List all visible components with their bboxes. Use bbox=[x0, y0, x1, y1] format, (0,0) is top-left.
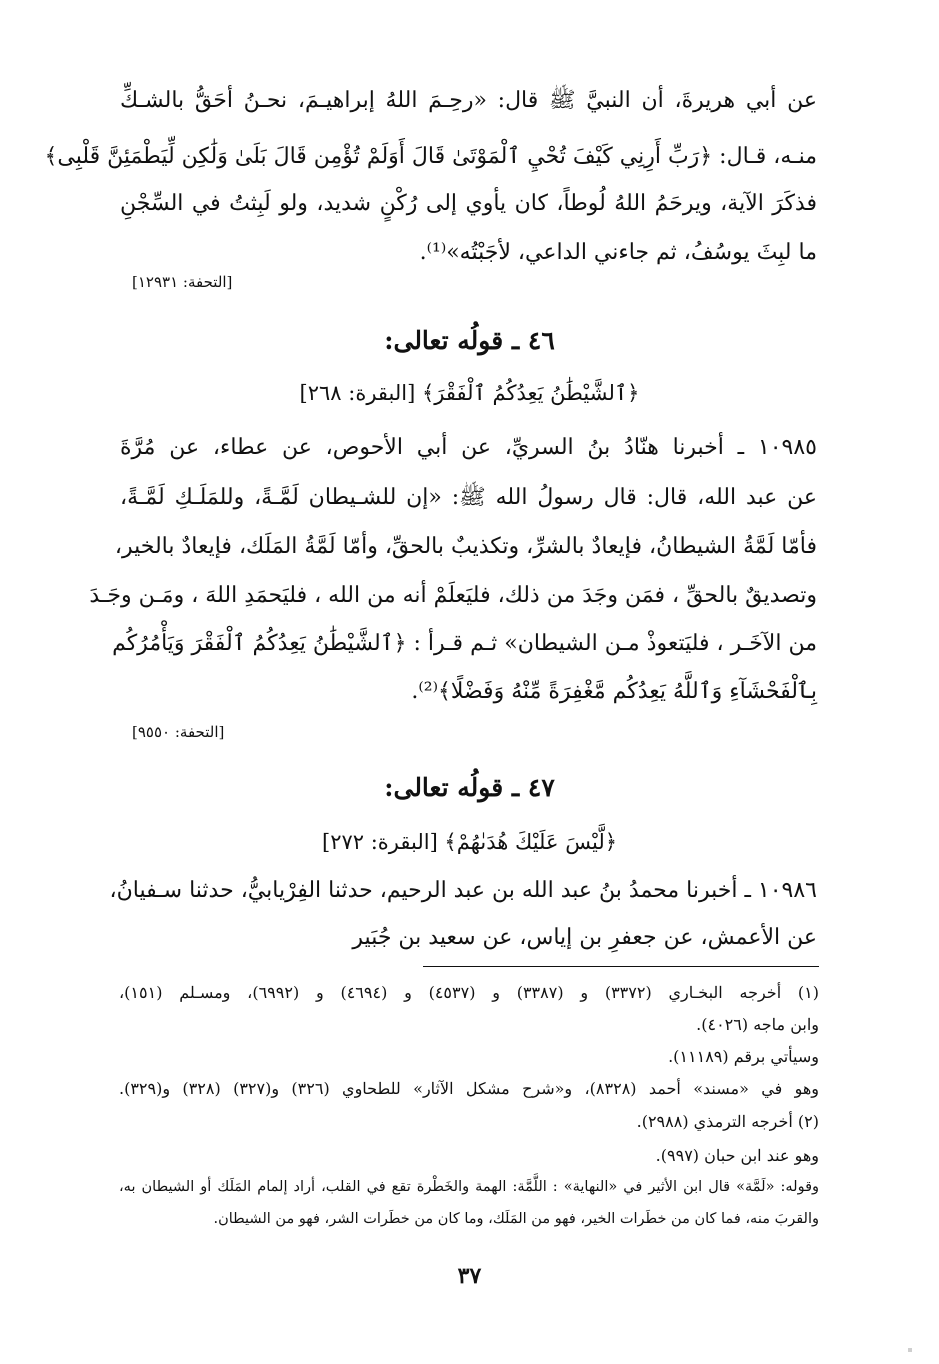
text-line: من الآخَـر ، فليَتعوذْ مـن الشيطان» ثـم قـرأ : ﴿ٱلشَّيْطَٰنُ يَعِدُكُمُ ٱلْفَقْرَ وَيَأْمُرُكُم bbox=[112, 631, 817, 656]
footnote-separator bbox=[423, 966, 819, 967]
footnote-line: والقربَ منه، فما كان من خطَرات الخير، فهو من المَلَك، وما كان من خطَرات الشر، فهو من الشيطان. bbox=[213, 1211, 819, 1227]
footnote-line: (٢) أخرجه الترمذي (٢٩٨٨). bbox=[636, 1112, 819, 1131]
footnote-line: (١) أخرجه البخـاري (٣٣٧٢) و (٣٣٨٧) و (٤٥٣٧) و (٤٦٩٤) و (٦٩٩٢)، ومسـلم (١٥١)، bbox=[119, 983, 819, 1002]
footnote-line: وقوله: «لَمَّة» قال ابن الأثير في «النهاية» : اللَّمَّة: الهمة والخَطْرة تقع في القلب، أراد إلمام المَلَك أو الشيطان به، bbox=[119, 1179, 819, 1195]
verse-citation-46: ﴿ٱلشَّيْطَٰنُ يَعِدُكُمُ ٱلْفَقْرَ﴾ [البقرة: ٢٦٨] bbox=[299, 381, 640, 405]
footnote-line: وهو عند ابن حبان (٩٩٧). bbox=[655, 1146, 819, 1165]
text-line: عن أبي هريرةَ، أن النبيَّ ﷺ قال: «رحِـمَ اللهُ إبراهيـمَ، نحـنُ أحَقُّ بالشـكِّ bbox=[120, 88, 817, 113]
text-line: وتصديقٌ بالحقِّ ، فمَن وجَدَ من ذلك، فليَعلَمْ أنه من الله ، فليَحمَدِ اللهَ ، ومَـن وجَـدَ bbox=[89, 583, 817, 608]
footnote-line: وسيأتي برقم (١١١٨٩). bbox=[668, 1047, 819, 1066]
section-heading-47: ٤٧ ـ قولُه تعالى: bbox=[384, 773, 555, 802]
scan-mark bbox=[908, 1348, 912, 1352]
footnote-line: وهو في «مسند» أحمد (٨٣٢٨)، و«شرح مشكل الآثار» للطحاوي (٣٢٦) و(٣٢٧) (٣٢٨) و(٣٢٩). bbox=[119, 1079, 820, 1098]
text-line: بِٱلْفَحْشَآءِ وَٱللَّهُ يَعِدُكُم مَّغْفِرَةً مِّنْهُ وَفَضْلًا﴾⁽²⁾. bbox=[411, 679, 817, 704]
tuhfa-reference: [التحفة: ٩٥٥٠] bbox=[132, 723, 225, 741]
text-line: عن الأعمش، عن جعفرِ بن إياس، عن سعيد بن جُبَير bbox=[352, 925, 817, 950]
verse-citation-47: ﴿لَّيْسَ عَلَيْكَ هُدَىٰهُمْ﴾ [البقرة: ٢٧٢] bbox=[321, 830, 618, 854]
tuhfa-reference: [التحفة: ١٢٩٣١] bbox=[132, 273, 233, 291]
text-line: فأمّا لَمَّةُ الشيطانُ، فإيعادٌ بالشرِّ، وتكذيبٌ بالحقِّ، وأمّا لَمَّةُ المَلَك، فإيعادٌ بالخير، bbox=[114, 534, 817, 559]
text-line: منـه، قـال: ﴿رَبِّ أَرِنِي كَيْفَ تُحْيِ ٱلْمَوْتَىٰ قَالَ أَوَلَمْ تُؤْمِن قَالَ بَلَىٰ وَلَٰكِن لِّيَطْمَئِنَّ قَلْبِى﴾ bbox=[44, 144, 817, 169]
hadith-line: ١٠٩٨٥ ـ أخبرنا هنّادُ بنُ السريِّ، عن أبي الأحوص، عن عطاء، عن مُرَّةَ bbox=[120, 435, 817, 460]
hadith-line: ١٠٩٨٦ ـ أخبرنا محمدُ بنُ عبد الله بن عبد الرحيم، حدثنا الفِرْيابيُّ، حدثنا سـفيانُ، bbox=[109, 878, 817, 903]
text-line: عن عبد الله، قال: قال رسولُ الله ﷺ: «إن للشـيطان لَمَّـةً، وللمَلَـكِ لَمَّـةً، bbox=[120, 485, 817, 510]
text-line: فذكَرَ الآية، ويرحَمُ اللهُ لُوطاً، كان يأوي إلى رُكْنٍ شديد، ولو لَبِثتُ في السِّجْنِ bbox=[120, 191, 817, 216]
page-number: ٣٧ bbox=[457, 1263, 482, 1289]
footnote-line: وابن ماجه (٤٠٢٦). bbox=[696, 1015, 819, 1034]
text-line: ما لبِثَ يوسُفُ، ثم جاءني الداعي، لأجَبْتُه»⁽¹⁾. bbox=[419, 240, 817, 265]
section-heading-46: ٤٦ ـ قولُه تعالى: bbox=[384, 326, 555, 355]
